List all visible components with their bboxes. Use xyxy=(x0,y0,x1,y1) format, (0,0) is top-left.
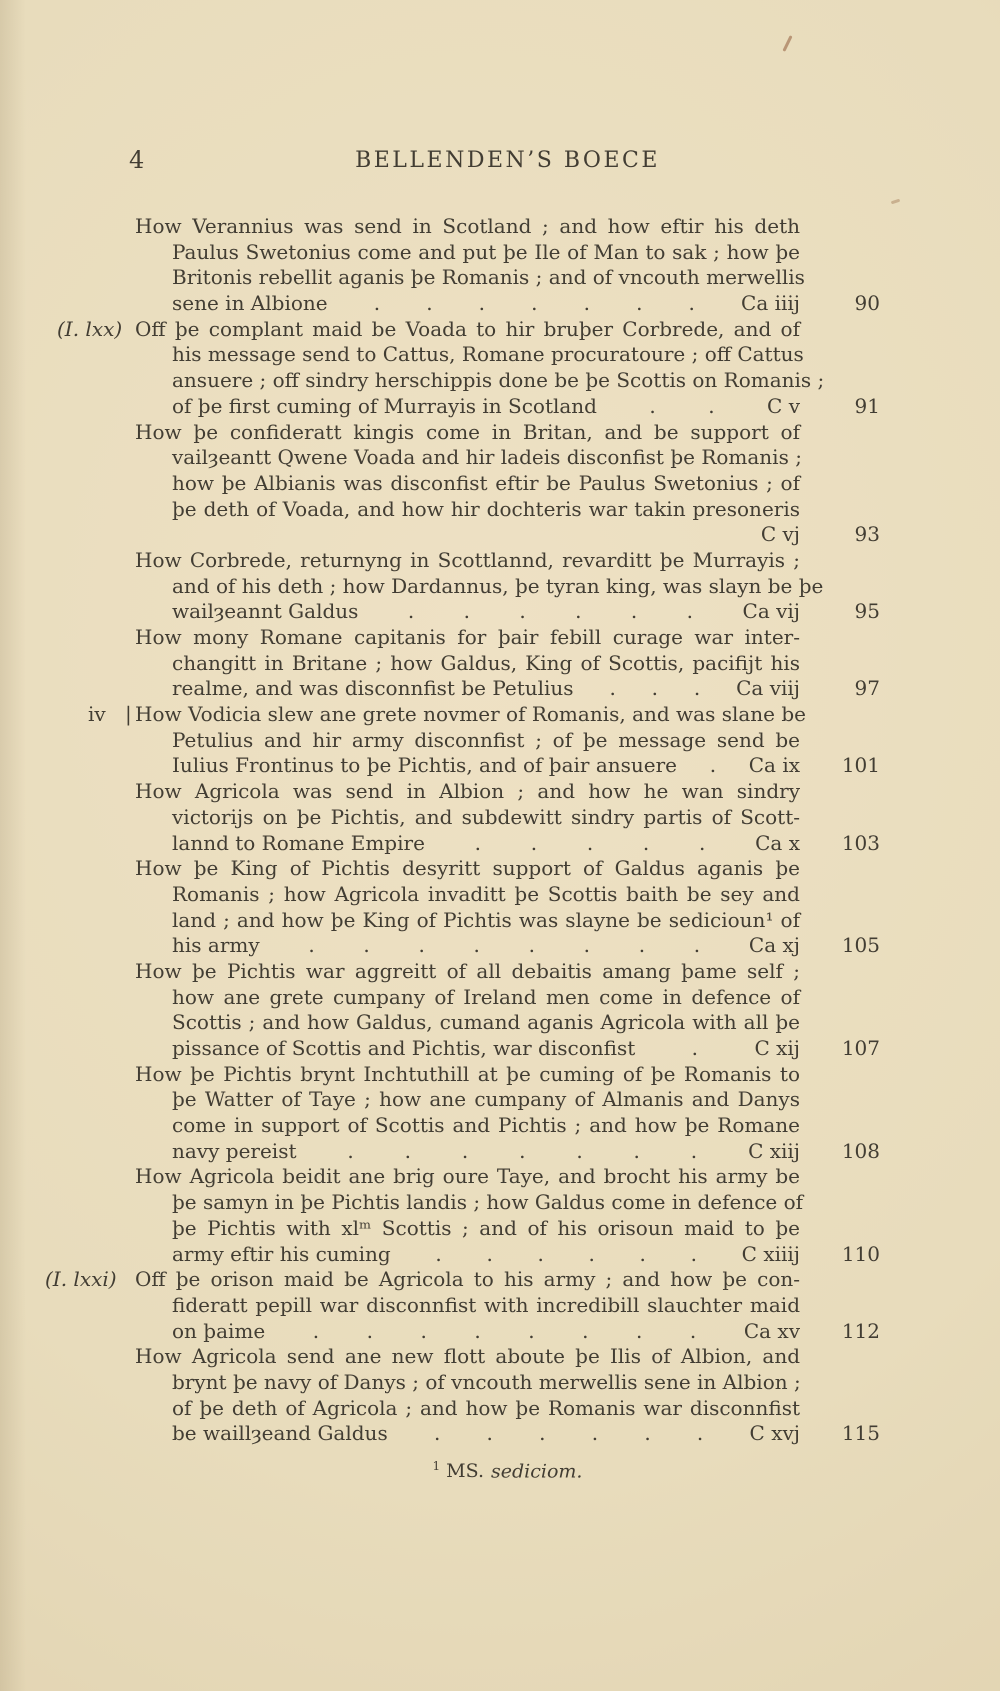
leader-dot: . xyxy=(474,1318,481,1343)
toc-line: and of his deth ; how Dardannus, þe tyran king, was slayn be þe xyxy=(172,573,824,598)
toc-line: fideratt pepill war disconnfist with incredibill slauchter maid xyxy=(172,1292,800,1317)
leader-dot: . xyxy=(478,291,486,316)
leader-dots xyxy=(328,291,741,317)
toc-line: Britonis rebellit aganis þe Romanis ; and of vncouth merwellis xyxy=(172,265,805,290)
toc-line: navy pereist xyxy=(172,1138,297,1163)
page-ref: 110 xyxy=(841,1241,880,1266)
page-ref: 103 xyxy=(841,830,880,855)
leader-dot: . xyxy=(582,1318,589,1343)
toc-line: Iulius Frontinus to þe Pichtis, and of þair ansuere xyxy=(172,753,678,778)
leader-dot: . xyxy=(709,753,717,778)
leader-dot: . xyxy=(347,1138,354,1163)
running-title: BELLENDEN’S BOECE xyxy=(355,148,660,173)
chapter-ref: Ca x xyxy=(755,830,800,855)
chapter-ref: C v xyxy=(767,393,800,418)
toc-entry xyxy=(135,625,880,702)
leader-dots xyxy=(260,933,749,959)
toc-entry xyxy=(88,702,880,779)
toc-entry xyxy=(135,959,880,1062)
toc-entry-end-line xyxy=(135,933,880,959)
folio-number: 4 xyxy=(129,146,145,174)
toc-entry xyxy=(135,548,880,625)
toc-line: realme, and was disconnfist be Petulius xyxy=(172,676,574,701)
leader-dot: . xyxy=(312,1318,320,1343)
leader-dot: . xyxy=(588,1241,595,1266)
toc-line: How Corbrede, returnyng in Scottlannd, revarditt þe Murrayis ; xyxy=(135,547,800,572)
leader-dot: . xyxy=(474,830,481,855)
leader-dot: . xyxy=(407,599,415,624)
toc-entry-end-line xyxy=(135,1139,880,1165)
toc-line: ansuere ; off sindry herschippis done be þe Scottis on Romanis ; xyxy=(172,368,825,393)
leader-dot: . xyxy=(486,1421,493,1446)
page-ref: 97 xyxy=(854,676,880,701)
leader-dots xyxy=(265,1319,744,1345)
folio-break-bar: | xyxy=(125,702,132,727)
toc-entry-end-line xyxy=(135,753,880,779)
leader-dot: . xyxy=(638,933,646,958)
margin-chapter-ref: (I. lxx) xyxy=(57,316,123,341)
leader-dot: . xyxy=(689,1318,697,1343)
chapter-ref: Ca ix xyxy=(748,753,800,778)
toc-entry xyxy=(45,1267,880,1344)
page-ref: 112 xyxy=(841,1318,880,1343)
leader-dots xyxy=(388,1421,750,1447)
chapter-ref: Ca xv xyxy=(743,1318,800,1343)
chapter-ref: Ca iiij xyxy=(741,291,800,316)
leader-dot: . xyxy=(519,599,526,624)
toc-line: Petulius and hir army disconnfist ; of þe message send be xyxy=(172,727,800,752)
leader-dot: . xyxy=(693,933,701,958)
margin-folio-ref: iv xyxy=(88,702,106,727)
page-ref: 93 xyxy=(854,522,880,547)
toc-entry xyxy=(135,779,880,856)
toc-entry xyxy=(135,856,880,959)
toc-line: How þe Pichtis brynt Inchtuthill at þe cuming of þe Romanis to xyxy=(135,1061,800,1086)
toc-line: be waillȝeand Galdus xyxy=(172,1421,388,1446)
leader-dot: . xyxy=(531,291,538,316)
leader-dot: . xyxy=(539,1421,546,1446)
toc-entry-end-line xyxy=(135,1421,880,1447)
toc-entry xyxy=(135,1164,880,1267)
chapter-ref: C xiij xyxy=(748,1138,800,1163)
leader-dot: . xyxy=(690,1241,697,1266)
leader-dot: . xyxy=(649,393,656,418)
leader-dot: . xyxy=(635,1318,643,1343)
footnote-word: sediciom. xyxy=(491,1460,583,1483)
toc-line: how ane grete cumpany of Ireland men come in defence of xyxy=(172,984,800,1009)
toc-entry xyxy=(135,214,880,317)
leader-dot: . xyxy=(418,933,425,958)
page-ref: 105 xyxy=(841,933,880,958)
leader-dot: . xyxy=(308,933,315,958)
leader-dot: . xyxy=(686,599,694,624)
toc-line: lannd to Romane Empire xyxy=(172,830,425,855)
toc-entry-end-line xyxy=(135,1242,880,1268)
leader-dot: . xyxy=(696,1421,704,1446)
toc-line: How Verannius was send in Scotland ; and how eftir his deth xyxy=(135,214,800,238)
toc-line: How þe confideratt kingis come in Britan, and be support of xyxy=(135,419,800,444)
leader-dot: . xyxy=(642,830,650,855)
leader-dot: . xyxy=(366,1318,373,1343)
leader-dot: . xyxy=(519,1138,526,1163)
page-ref: 91 xyxy=(854,393,880,418)
leader-dot: . xyxy=(630,599,638,624)
toc-line: army eftir his cuming xyxy=(172,1241,391,1266)
toc-line: How Agricola send ane new flott aboute þe Ilis of Albion, and xyxy=(135,1344,800,1369)
chapter-ref: C xvj xyxy=(749,1421,800,1446)
toc-line: land ; and how þe King of Pichtis was slayne be sedicioun¹ of xyxy=(172,907,800,932)
leader-dots xyxy=(597,394,767,420)
footnote-mark: 1 xyxy=(432,1459,441,1473)
table-of-contents xyxy=(45,214,880,1447)
toc-line: of þe deth of Agricola ; and how þe Romanis war disconnfist xyxy=(172,1395,800,1420)
leader-dot: . xyxy=(426,291,433,316)
leader-dot: . xyxy=(651,676,659,701)
toc-line: how þe Albianis was disconfist eftir be Paulus Swetonius ; of xyxy=(172,470,800,495)
toc-entry xyxy=(135,420,880,548)
leader-dot: . xyxy=(486,1241,493,1266)
leader-dot: . xyxy=(473,933,480,958)
toc-line: victorijs on þe Pichtis, and subdewitt sindry partis of Scott- xyxy=(172,804,800,829)
toc-line: pissance of Scottis and Pichtis, war disconfist xyxy=(172,1036,636,1060)
leader-dot: . xyxy=(537,1241,544,1266)
scan-speck-artifact xyxy=(891,199,900,205)
leader-dot: . xyxy=(461,1138,469,1163)
leader-dots xyxy=(358,599,742,625)
toc-line: his army xyxy=(172,933,260,958)
toc-line: of þe first cuming of Murrayis in Scotland xyxy=(172,393,597,418)
leader-dot: . xyxy=(688,291,695,316)
toc-line: How Agricola beidit ane brig oure Taye, and brocht his army be xyxy=(135,1164,800,1189)
scan-slash-artifact xyxy=(782,35,792,52)
toc-line: come in support of Scottis and Pichtis ; and how þe Romane xyxy=(172,1113,800,1138)
leader-dot: . xyxy=(693,676,701,701)
toc-entry-end-line xyxy=(135,599,880,625)
chapter-ref: Ca viij xyxy=(736,676,800,701)
leader-dot: . xyxy=(420,1318,427,1343)
footnote-label: MS. xyxy=(446,1460,485,1483)
toc-entry-end-line xyxy=(135,394,880,420)
leader-dot: . xyxy=(708,393,715,418)
leader-dot: . xyxy=(528,1318,535,1343)
leader-dots xyxy=(677,753,749,779)
footnote xyxy=(135,1459,880,1482)
leader-dots xyxy=(635,1036,754,1062)
leader-dot: . xyxy=(373,291,381,316)
toc-line: Scottis ; and how Galdus, cumand aganis Agricola with all þe xyxy=(172,1010,800,1035)
leader-dot: . xyxy=(530,830,538,855)
toc-line: on þaime xyxy=(172,1318,266,1343)
toc-line: þe deth of Voada, and how hir dochteris war takin presoneris xyxy=(172,496,800,521)
leader-dots xyxy=(425,831,755,857)
chapter-ref: Ca xj xyxy=(748,933,800,958)
toc-line: þe samyn in þe Pichtis landis ; how Galdus come in defence of xyxy=(172,1190,804,1215)
leader-dots xyxy=(297,1139,749,1165)
leader-dot: . xyxy=(639,1241,646,1266)
toc-line-text: How Vodicia slew ane grete novmer of Romanis, and was slane be xyxy=(135,702,806,727)
toc-line: How mony Romane capitanis for þair febill curage war inter- xyxy=(135,625,800,649)
page-ref: 115 xyxy=(841,1421,880,1446)
leader-dot: . xyxy=(433,1421,441,1446)
leader-dot: . xyxy=(699,830,706,855)
page-ref: 90 xyxy=(854,291,880,316)
toc-line: changitt in Britane ; how Galdus, King of Scottis, pacifijt his xyxy=(172,650,800,675)
leader-dot: . xyxy=(463,599,470,624)
toc-line: vailȝeantt Qwene Voada and hir ladeis disconfist þe Romanis ; xyxy=(172,445,802,470)
toc-entry-end-line xyxy=(135,676,880,702)
toc-line: his message send to Cattus, Romane procuratoure ; off Cattus xyxy=(172,342,804,367)
chapter-ref: C xiiij xyxy=(741,1241,800,1266)
toc-entry-end-line xyxy=(135,1319,880,1345)
margin-chapter-ref: (I. lxxi) xyxy=(45,1267,117,1292)
toc-entry-end-line xyxy=(135,522,880,548)
page-ref: 101 xyxy=(841,753,880,778)
toc-line: þe Pichtis with xlᵐ Scottis ; and of his orisoun maid to þe xyxy=(172,1215,800,1240)
toc-line: þe Watter of Taye ; how ane cumpany of Almanis and Danys xyxy=(172,1087,800,1112)
leader-dot: . xyxy=(404,1138,411,1163)
leader-dot: . xyxy=(575,599,582,624)
toc-entry xyxy=(57,316,880,420)
leader-dot: . xyxy=(583,291,590,316)
toc-entry-end-line xyxy=(135,1036,880,1062)
toc-entry-end-line xyxy=(135,831,880,857)
page-ref: 107 xyxy=(841,1036,880,1060)
leader-dot: . xyxy=(528,933,535,958)
leader-dot: . xyxy=(644,1421,651,1446)
leader-dot: . xyxy=(609,676,616,701)
toc-line: Romanis ; how Agricola invaditt þe Scottis baith be sey and xyxy=(172,881,800,906)
leader-dot: . xyxy=(583,933,591,958)
leader-dot: . xyxy=(363,933,370,958)
leader-dots xyxy=(391,1242,742,1268)
toc-entry xyxy=(135,1344,880,1447)
toc-line: sene in Albione xyxy=(172,291,328,316)
chapter-ref: C vj xyxy=(760,522,800,547)
toc-line: How þe Pichtis war aggreitt of all debaitis amang þame self ; xyxy=(135,958,800,983)
leader-dot: . xyxy=(591,1421,599,1446)
page-ref: 108 xyxy=(841,1138,880,1163)
leader-dot: . xyxy=(690,1138,698,1163)
chapter-ref: C xij xyxy=(754,1036,800,1060)
leader-dots xyxy=(574,676,737,702)
leader-dot: . xyxy=(586,830,594,855)
toc-line: wailȝeannt Galdus xyxy=(172,599,359,624)
toc-entry xyxy=(135,1062,880,1165)
toc-line: Paulus Swetonius come and put þe Ile of Man to sak ; how þe xyxy=(172,239,800,264)
leader-dot: . xyxy=(576,1138,583,1163)
toc-line: How þe King of Pichtis desyritt support of Galdus aganis þe xyxy=(135,856,800,881)
chapter-ref: Ca vij xyxy=(742,599,800,624)
toc-entry-end-line xyxy=(135,291,880,317)
toc-line xyxy=(125,702,806,728)
toc-line: Off þe orison maid be Agricola to his army ; and how þe con- xyxy=(135,1267,800,1292)
page-ref: 95 xyxy=(854,599,880,624)
leader-dot: . xyxy=(636,291,643,316)
leader-dot: . xyxy=(691,1036,699,1060)
toc-line: brynt þe navy of Danys ; of vncouth merwellis sene in Albion ; xyxy=(172,1369,801,1394)
toc-line: Off þe complant maid be Voada to hir bruþer Corbrede, and of xyxy=(135,316,800,341)
leader-dot: . xyxy=(633,1138,640,1163)
leader-dot: . xyxy=(435,1241,442,1266)
toc-line: How Agricola was send in Albion ; and how he wan sindry xyxy=(135,779,800,804)
